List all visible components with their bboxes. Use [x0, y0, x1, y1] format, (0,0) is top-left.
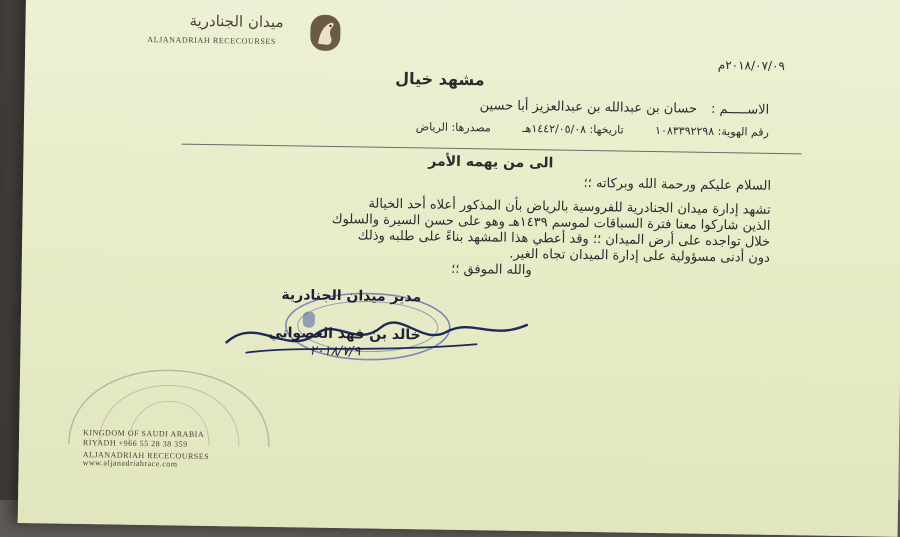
letterhead-name-arabic: ميدان الجنادرية — [189, 11, 284, 32]
footer-phone: RIYADH +966 55 28 38 359 — [82, 438, 188, 449]
greeting: السلام عليكم ورحمة الله وبركاته ؛؛ — [583, 175, 772, 194]
letter-date: ٢٠١٨/٠٧/٠٩م — [717, 57, 786, 74]
name-value: حسان بن عبدالله بن عبدالعزيز أبا حسين — [479, 98, 698, 117]
body-line: دون أدنى مسؤولية على إدارة الميدان تجاه الغير. — [509, 246, 771, 266]
body-line: الذين شاركوا معنا فترة السباقات لموسم ١٤٣٩هـ وهو على حسن السيرة والسلوك — [331, 211, 771, 234]
divider — [182, 144, 802, 155]
closing: والله الموفق ؛؛ — [451, 261, 532, 279]
addressee: الى من يهمه الأمر — [428, 153, 554, 172]
letter-title: مشهد خيال — [395, 68, 485, 90]
letterhead-name-english: ALJANADRIAH RECECOURSES — [147, 35, 277, 47]
id-row — [388, 120, 769, 139]
footer-org: ALJANADRIAH RECECOURSES — [82, 450, 210, 462]
id-number: رقم الهوية: ١٠٨٣٣٩٢٢٩٨ — [654, 124, 769, 139]
signer-name: خالد بن فهد العصواني — [268, 324, 421, 344]
name-line — [480, 98, 770, 118]
body-line: خلال تواجده على أرض الميدان ؛؛ وقد أعطي هذا المشهد بناءً على طلبه وذلك — [357, 228, 771, 250]
signer-title: مدير ميدان الجنادرية — [281, 287, 422, 306]
body-line: تشهد إدارة ميدان الجنادرية للفروسية بالرياض بأن المذكور أعلاه أحد الخيالة — [368, 196, 771, 218]
footer-country: KINGDOM OF SAUDI ARABIA — [83, 428, 205, 439]
footer-website: www.aljanadriahrace.com — [82, 458, 178, 469]
id-date: تاريخها: ١٤٤٢/٠٥/٠٨هـ — [522, 121, 624, 137]
id-source: مصدرها: الرياض — [415, 120, 491, 135]
name-label: الاســـــم : — [710, 101, 770, 118]
signature-date: ٢٠١٨/٧/٩ — [309, 343, 361, 360]
letter-paper — [18, 0, 900, 537]
horse-logo-icon — [309, 14, 342, 52]
